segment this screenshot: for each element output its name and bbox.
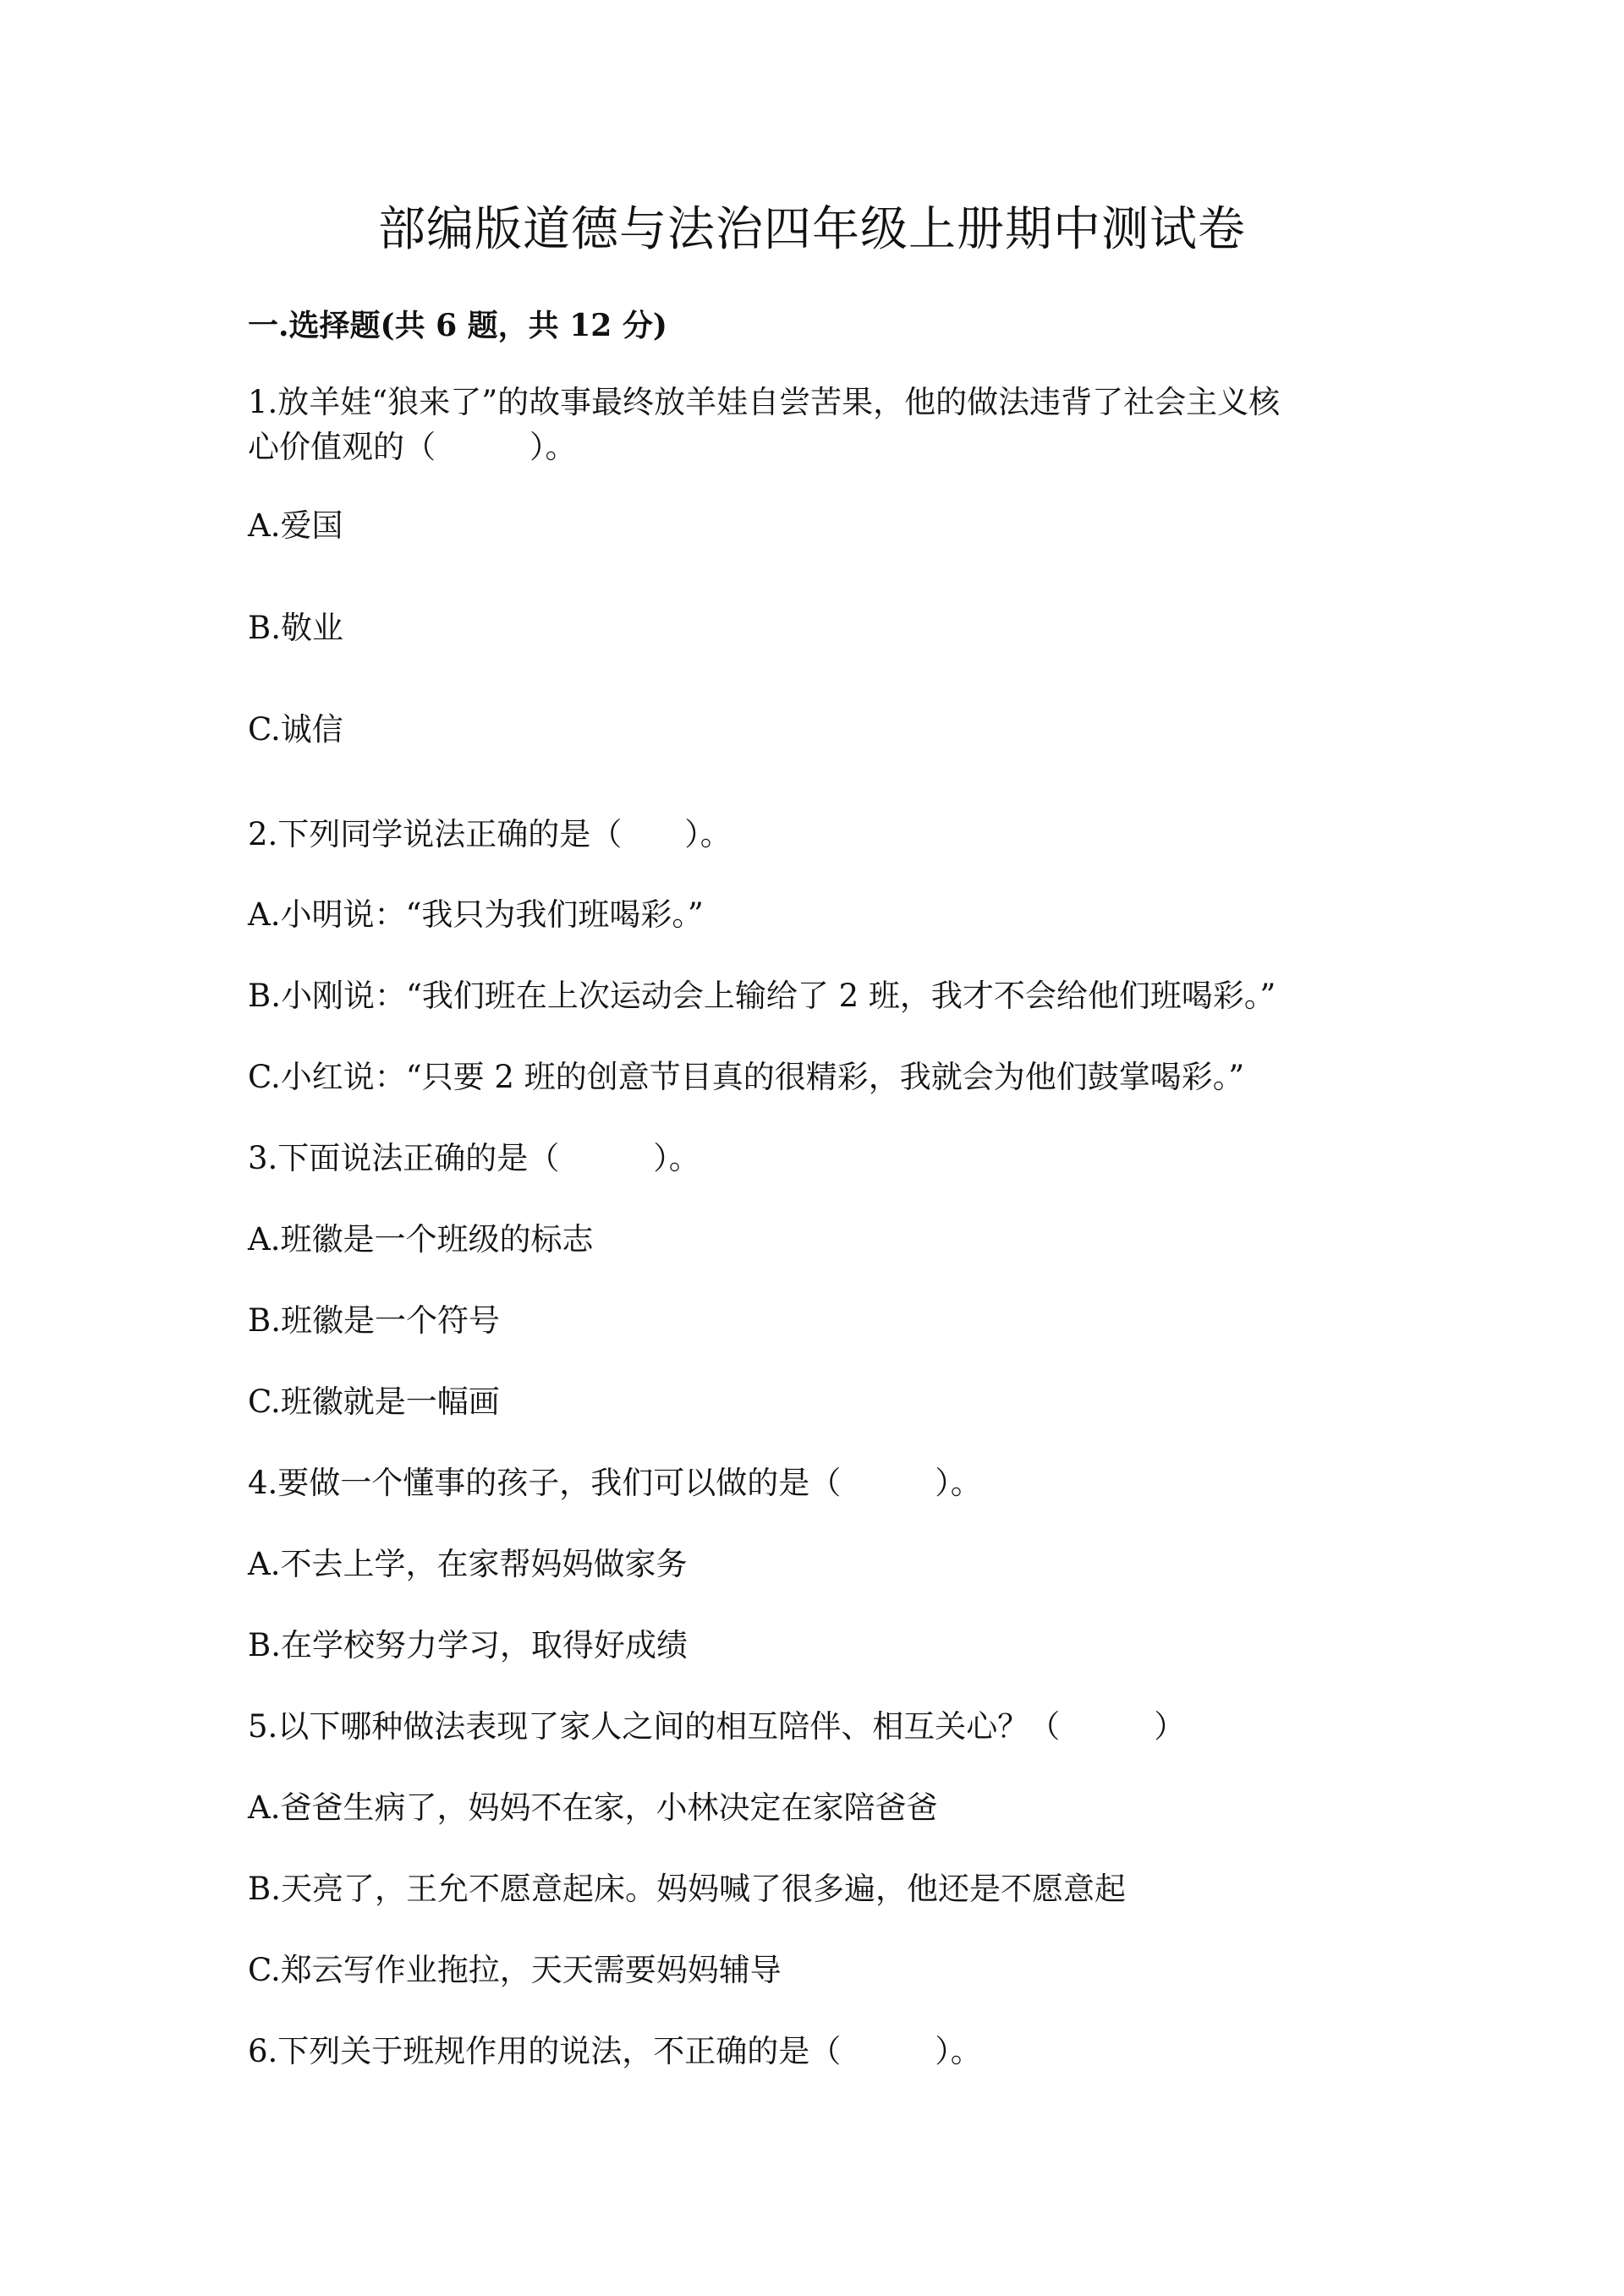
question-4-stem: 4.要做一个懂事的孩子，我们可以做的是（ ）。 <box>248 1465 982 1501</box>
question-5-option-c: C.郑云写作业拖拉，天天需要妈妈辅导 <box>248 1952 782 1988</box>
question-4-option-a: A.不去上学，在家帮妈妈做家务 <box>248 1546 688 1582</box>
question-3-stem: 3.下面说法正确的是（ ）。 <box>248 1140 700 1176</box>
question-3-option-c: C.班徽就是一幅画 <box>248 1384 500 1420</box>
question-1-option-a: A.爱国 <box>248 507 343 544</box>
section-heading: 一.选择题(共 6 题，共 12 分) <box>248 308 667 343</box>
question-1-stem-line-2: 心价值观的（ ）。 <box>248 429 577 465</box>
question-6-stem: 6.下列关于班规作用的说法，不正确的是（ ）。 <box>248 2033 982 2069</box>
question-2-option-b: B.小刚说：“我们班在上次运动会上输给了 2 班，我才不会给他们班喝彩。” <box>248 978 1276 1014</box>
question-1-option-b: B.敬业 <box>248 610 343 646</box>
question-3-option-b: B.班徽是一个符号 <box>248 1302 500 1339</box>
question-1-stem-line-1: 1.放羊娃“狼来了”的故事最终放羊娃自尝苦果，他的做法违背了社会主义核 <box>248 384 1281 420</box>
question-5-option-a: A.爸爸生病了，妈妈不在家，小林决定在家陪爸爸 <box>248 1789 938 1826</box>
question-5-option-b: B.天亮了，王允不愿意起床。妈妈喊了很多遍，他还是不愿意起 <box>248 1871 1126 1907</box>
question-2-option-a: A.小明说：“我只为我们班喝彩。” <box>248 896 704 933</box>
question-4-option-b: B.在学校努力学习，取得好成绩 <box>248 1627 688 1663</box>
page-title: 部编版道德与法治四年级上册期中测试卷 <box>378 202 1246 257</box>
question-2-option-c: C.小红说：“只要 2 班的创意节目真的很精彩，我就会为他们鼓掌喝彩。” <box>248 1059 1245 1095</box>
question-2-stem: 2.下列同学说法正确的是（ ）。 <box>248 816 732 852</box>
question-5-stem: 5.以下哪种做法表现了家人之间的相互陪伴、相互关心？（ ） <box>248 1708 1186 1745</box>
question-3-option-a: A.班徽是一个班级的标志 <box>248 1221 594 1258</box>
question-1-option-c: C.诚信 <box>248 711 343 748</box>
